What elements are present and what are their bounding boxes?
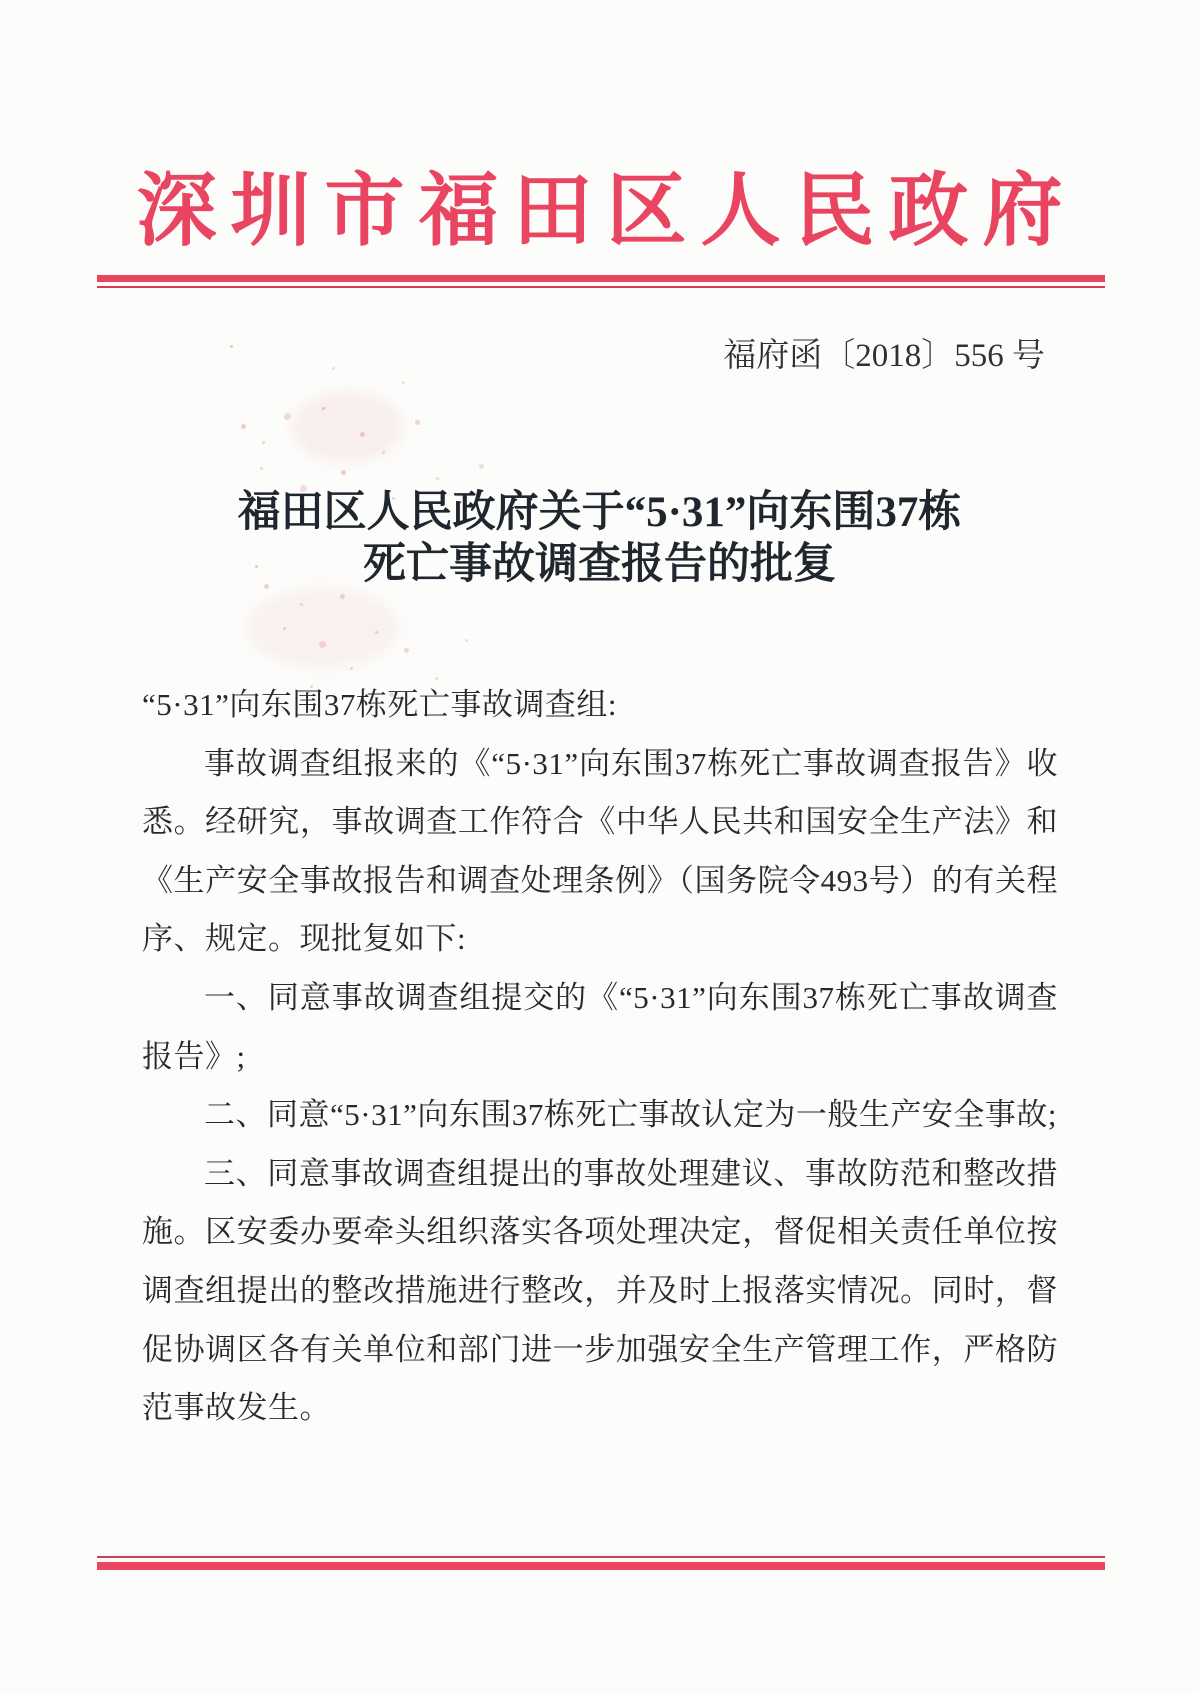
header-rule-thick bbox=[97, 275, 1105, 282]
salutation: “5·31”向东围37栋死亡事故调查组: bbox=[142, 687, 617, 722]
document-title-line1: 福田区人民政府关于“5·31”向东围37栋 bbox=[237, 489, 962, 536]
document-title-line2: 死亡事故调查报告的批复 bbox=[363, 541, 836, 588]
document-title bbox=[0, 487, 1199, 591]
document-body bbox=[142, 676, 1058, 1438]
body-paragraph-1: 事故调查组报来的《“5·31”向东围37栋死亡事故调查报告》收悉。经研究，事故调查工作符合《中华人民共和国安全生产法》和《生产安全事故报告和调查处理条例》（国务院令493号）的有关程序、规定。现批复如下: bbox=[142, 745, 1058, 957]
document-number: 福府函〔2018〕556 号 bbox=[723, 338, 1045, 374]
footer-rule-thin bbox=[97, 1556, 1105, 1558]
issuing-org-title: 深圳市福田区人民政府 bbox=[136, 168, 1077, 256]
footer-rule-thick bbox=[97, 1562, 1105, 1570]
header-rule-thin bbox=[97, 286, 1105, 288]
body-paragraph-4: 三、同意事故调查组提出的事故处理建议、事故防范和整改措施。区安委办要牵头组织落实各项处理决定，督促相关责任单位按调查组提出的整改措施进行整改，并及时上报落实情况。同时，督促协调区各有关单位和部门进一步加强安全生产管理工作，严格防范事故发生。 bbox=[142, 1155, 1058, 1426]
body-paragraph-2: 一、同意事故调查组提交的《“5·31”向东围37栋死亡事故调查报告》; bbox=[142, 979, 1058, 1074]
stamp-residue-blob bbox=[248, 588, 398, 668]
body-paragraph-3: 二、同意“5·31”向东围37栋死亡事故认定为一般生产安全事故; bbox=[204, 1097, 1057, 1133]
stamp-residue-blob bbox=[292, 392, 402, 462]
